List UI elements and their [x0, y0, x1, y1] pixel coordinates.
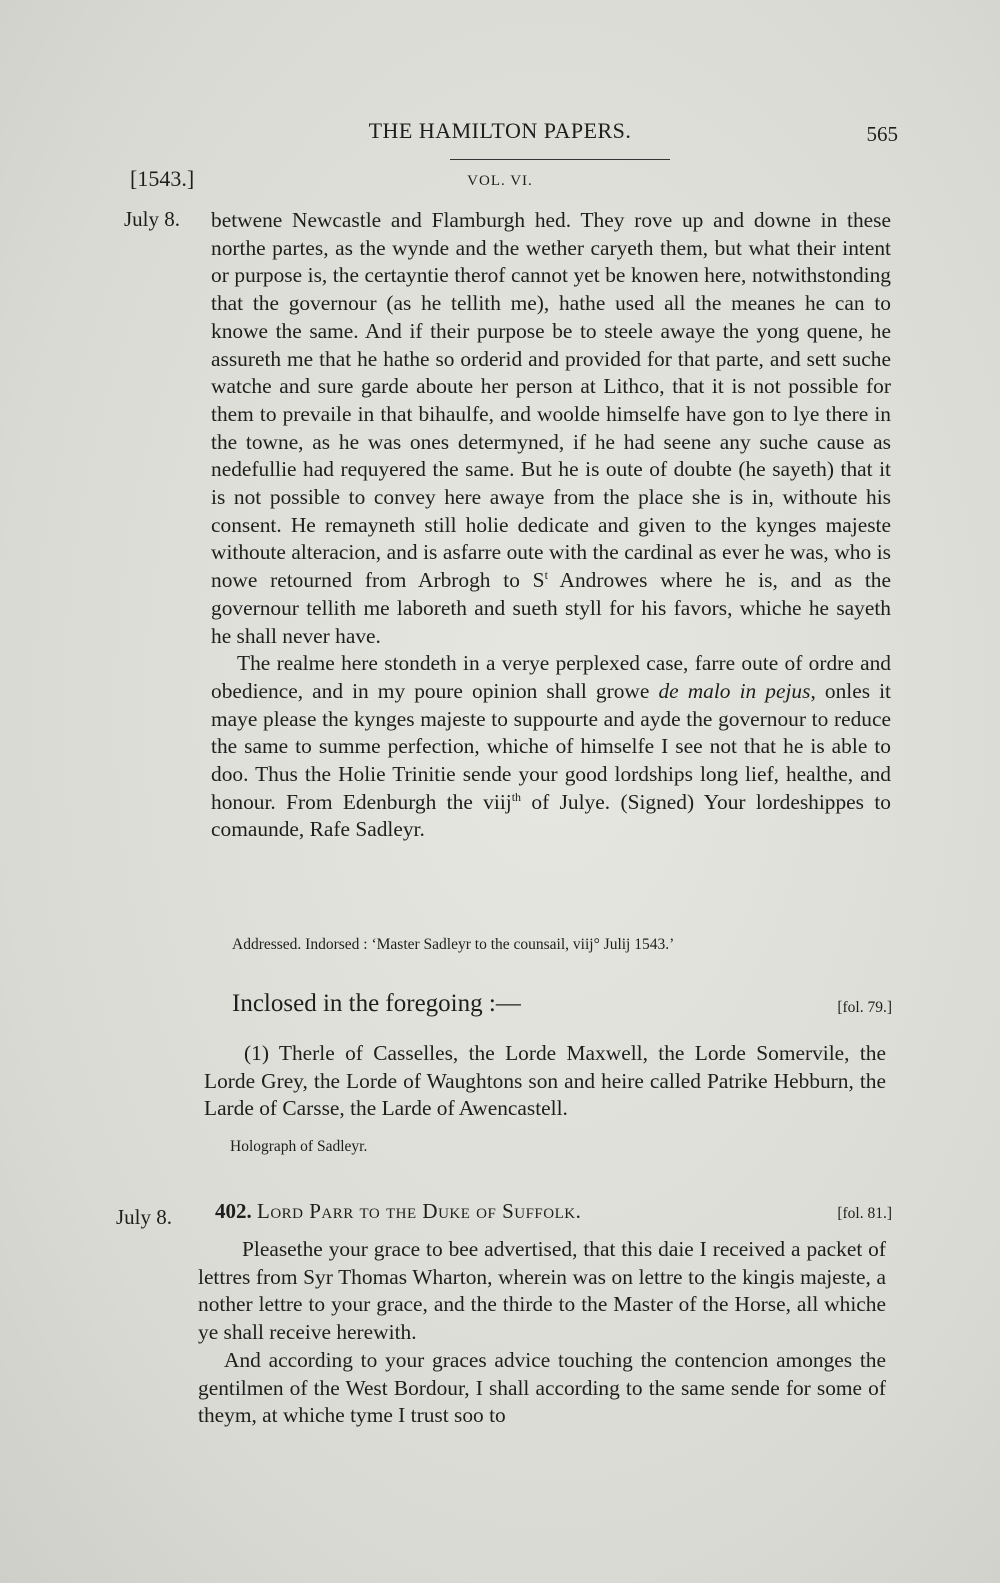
folio-reference: [fol. 81.]	[837, 1205, 892, 1222]
holograph-note: Holograph of Sadleyr.	[230, 1138, 368, 1155]
letter-body	[211, 207, 891, 844]
year-bracket: [1543.]	[130, 166, 195, 191]
enclosure-heading: Inclosed in the foregoing :—	[232, 990, 521, 1017]
document-title: Lord Parr to the Duke of Suffolk.	[257, 1199, 582, 1223]
running-title: THE HAMILTON PAPERS.	[368, 118, 632, 143]
letter-body	[198, 1236, 886, 1430]
header-rule	[450, 159, 670, 160]
document-number: 402.	[215, 1199, 252, 1223]
paragraph: And according to your graces advice touching the contencion amonges the gentilmen of the West Bordour, I shall according to the same sende for some of theym, at whiche tyme I trust soo to	[198, 1347, 886, 1428]
document-heading	[215, 1199, 581, 1224]
paragraph: (1) Therle of Casselles, the Lorde Maxwell, the Lorde Somervile, the Lorde Grey, the Lorde of Waughtons son and heire called Patrike Hebburn, the Larde of Carsse, the Larde of Awencastell.	[204, 1041, 886, 1121]
volume-label: VOL. VI.	[467, 173, 533, 189]
enclosure-body	[204, 1040, 886, 1123]
margin-date: July 8.	[124, 207, 181, 231]
paragraph: Pleasethe your grace to bee advertised, that this daie I received a packet of lettres from Syr Thomas Wharton, wherein was on lettre to the kingis majeste, a nother lettre to your grace, and the thirde to the Master of the Horse, all whiche ye shall receive herewith.	[198, 1237, 886, 1345]
page-number: 565	[866, 122, 898, 146]
paragraph: betwene Newcastle and Flamburgh hed. They rove up and downe in these northe partes, as the wynde and the wether caryeth them, but what their intent or purpose is, the certayntie therof cannot yet be knowen here, notwithstonding that the governour (as he tellith me), hathe used all the meanes he can to knowe the same. And if their purpose be to steele awaye the yong quene, he assureth me that he hathe so orderid and provided for that parte, and sett suche watche and sure garde aboute her person at Lithco, that it is not possible for them to prevaile in that bihaulfe, and woolde himselfe have gon to lye there in the towne, as he was ones determyned, if he had seene any suche cause as nedefullie had requyered the same. But he is oute of doubte (he sayeth) that it is not possible to convey here awaye from the place she is in, withoute his consent. He remayneth still holie dedicate and given to the kynges majeste withoute alteracion, and is asfarre oute with the cardinal as ever he was, who is nowe retourned from Arbrogh to $S^t$ Androwes where he is, and as the governour tellith me laboreth and sueth styll for his favors, whiche he sayeth he shall never have.	[211, 208, 891, 648]
paragraph: The realme here stondeth in a verye perplexed case, farre oute of ordre and obedience, and in my poure opinion shall growe de malo in pejus, onles it maye please the kynges majeste to suppourte and ayde the governour to reduce the same to summe perfection, whiche of himselfe I see not that he is able to doo. Thus the Holie Trinitie sende your good lordships long lief, healthe, and honour. From Edenburgh the viij$^{th}$ of Julye. (Signed) Your lordeshippes to comaunde, Rafe Sadleyr.	[211, 651, 891, 842]
folio-reference: [fol. 79.]	[837, 999, 892, 1016]
margin-date: July 8.	[116, 1205, 173, 1229]
endorsement-note: Addressed. Indorsed : ‘Master Sadleyr to the counsail, viij° Julij 1543.’	[232, 936, 675, 953]
